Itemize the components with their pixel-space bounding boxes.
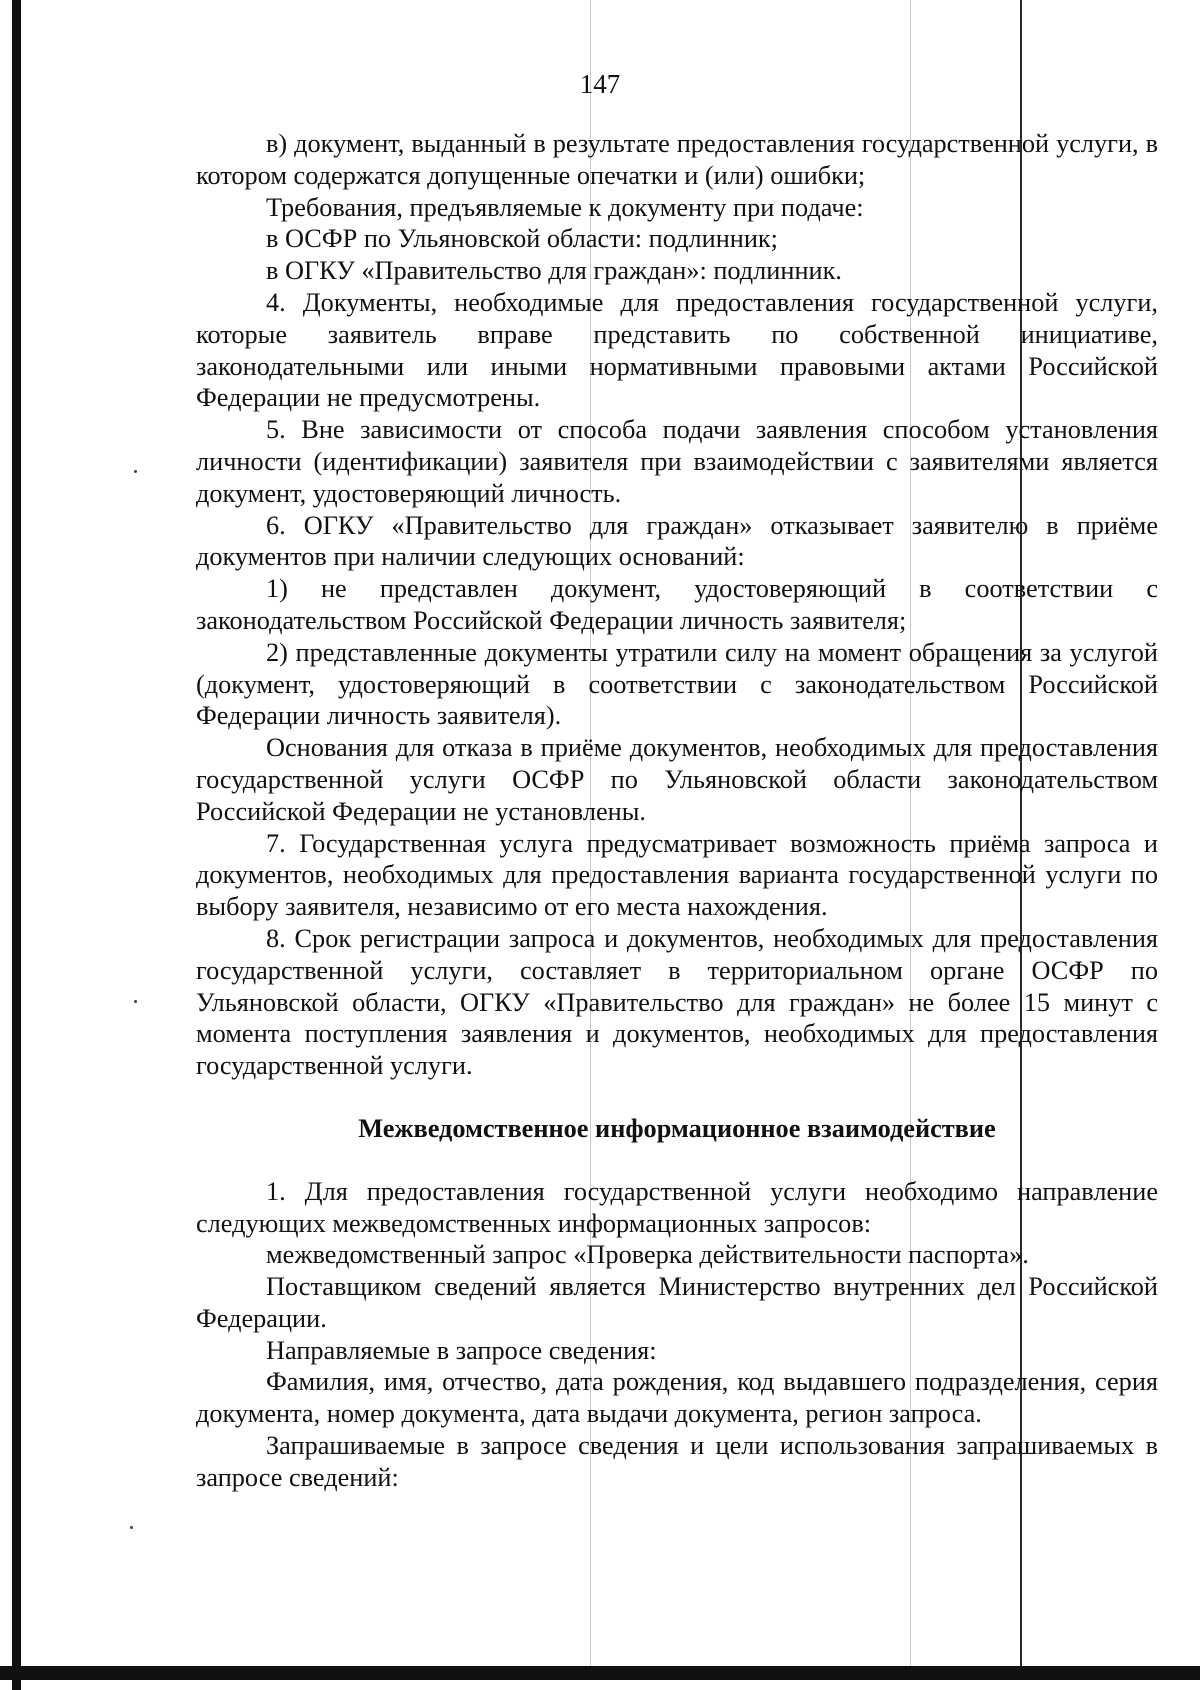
document-body: [196, 128, 1158, 1494]
paragraph: межведомственный запрос «Проверка действительности паспорта».: [266, 1240, 1029, 1270]
paragraph: 4. Документы, необходимые для предоставления государственной услуги, которые заявитель вправе представить по собственной инициативе, законодательными или иными нормативными правовыми актами Российской Федерации не предусмотрены.: [196, 287, 1158, 413]
scan-border-bottom: [0, 1666, 1200, 1680]
paragraph: 2) представленные документы утратили силу на момент обращения за услугой (документ, удостоверяющий в соответствии с законодательством Российской Федерации личность заявителя).: [196, 637, 1158, 731]
scan-border-left: [12, 0, 21, 1690]
paragraph: 1. Для предоставления государственной услуги необходимо направление следующих межведомственных информационных запросов:: [196, 1176, 1158, 1238]
paragraph: Направляемые в запросе сведения:: [266, 1335, 657, 1365]
paragraph: 1) не представлен документ, удостоверяющий в соответствии с законодательством Российской Федерации личность заявителя;: [196, 574, 1158, 635]
paragraph: в ОСФР по Ульяновской области: подлинник;: [266, 224, 778, 254]
paragraph: 6. ОГКУ «Правительство для граждан» отказывает заявителю в приёме документов при наличии следующих оснований:: [196, 510, 1158, 572]
scan-speck: [134, 1000, 137, 1003]
paragraph: в ОГКУ «Правительство для граждан»: подлинник.: [266, 256, 842, 286]
paragraph: 8. Срок регистрации запроса и документов, необходимых для предоставления государственной услуги, составляет в территориальном органе ОСФР по Ульяновской области, ОГКУ «Правительство для граждан» не более 15 минут с момента поступления заявления и документов, необходимых для предоставления государственной услуги.: [196, 923, 1158, 1081]
paragraph: 5. Вне зависимости от способа подачи заявления способом установления личности (идентификации) заявителя при взаимодействии с заявителями является документ, удостоверяющий личность.: [196, 415, 1158, 508]
paragraph: Запрашиваемые в запросе сведения и цели использования запрашиваемых в запросе сведений:: [196, 1431, 1158, 1492]
section-heading: Межведомственное информационное взаимодействие: [358, 1113, 996, 1143]
paragraph: в) документ, выданный в результате предоставления государственной услуги, в котором содержатся допущенные опечатки и (или) ошибки;: [196, 129, 1158, 190]
paragraph: Основания для отказа в приёме документов, необходимых для предоставления государственной услуги ОСФР по Ульяновской области законодательством Российской Федерации не установлены.: [196, 733, 1158, 826]
paragraph: Фамилия, имя, отчество, дата рождения, код выдавшего подразделения, серия документа, номер документа, дата выдачи документа, регион запроса.: [196, 1367, 1158, 1429]
scan-speck: [130, 1526, 133, 1529]
page-number: 147: [579, 69, 621, 99]
paragraph: Требования, предъявляемые к документу при подаче:: [266, 192, 864, 222]
scan-speck: [134, 470, 137, 473]
paragraph: 7. Государственная услуга предусматривает возможность приёма запроса и документов, необходимых для предоставления варианта государственной услуги по выбору заявителя, независимо от его места нахождения.: [196, 828, 1158, 922]
paragraph: Поставщиком сведений является Министерство внутренних дел Российской Федерации.: [196, 1272, 1158, 1333]
